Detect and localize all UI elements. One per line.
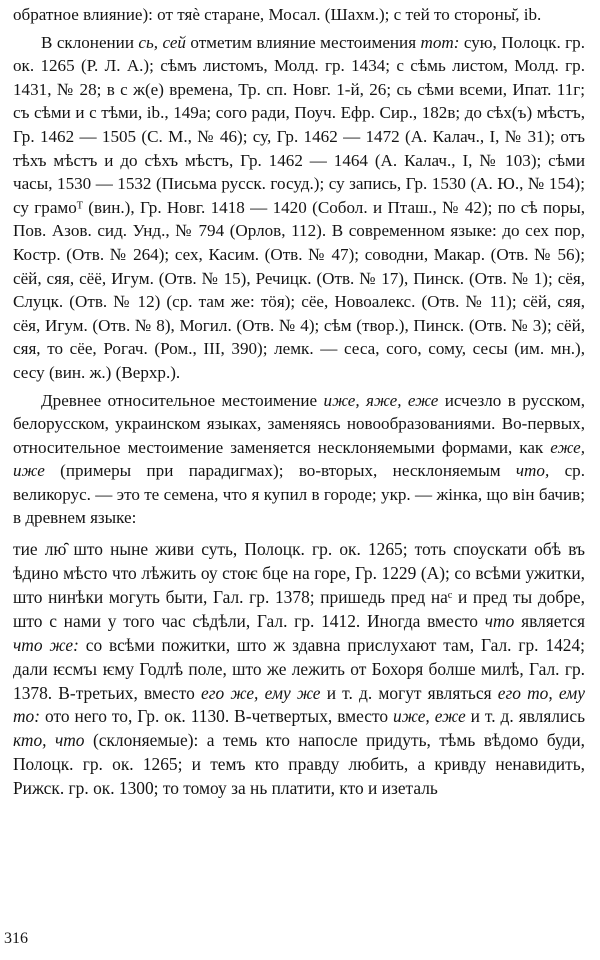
italic-term: его то, ему то: [13,682,586,727]
text-run: обратное влияние): от тяѐ старане, Мосал. (Шахм.); с тей то стороны̆, ib. [13,5,542,24]
text-run: со всѣми пожитки, што ж здавна прислухают там, Гал. гр. 1424; дали ѥсмъı ѥму Годлѣ поле, што же лежить от Бохоря болше милѣ, Гал. гр. 1378. В-третьих, вместо [13,634,586,703]
italic-term: тот: [420,32,460,52]
text-run: и т. д. могут являться [320,682,498,703]
text-run: является [514,610,585,631]
italic-term: что же: [13,634,79,655]
text-run: (склоняемые): а темь кто напосле придуть, тѣмь вѣдомо буди, Полоцк. гр. ок. 1265; и темъ кто правду любить, а кривду ненавидить, Рижск. гр. ок. 1300; то томоу за нь платити, кто и изеталь [13,730,586,799]
page-number: 316 [4,930,28,947]
text-run: ср. великорус. — это те семена, что я купил в городе; укр. — жiнка, що вiн бачив; в древнем языке: [13,461,586,528]
text-run: (примеры при парадигмах); во-вторых, несклоняемым [44,461,516,481]
text-run: сую, Полоцк. гр. ок. 1265 (Р. Л. А.); сѣмъ листомъ, Молд. гр. 1434; с сѣмь листом, Молд. гр. 1431, № 28; в с ж(е) времена, Тр. сп. Новг. 1-й, 26; сь сѣми всеми, Ипат. 11г; съ сѣми и с тѣми, ib., 149а; сого ради, Поуч. Ефр. Сир., 182в; до сѣх(ъ) мѣстъ, Гр. 1462 — 1505 (С. М., № 46); су, Гр. 1462 — 1472 (А. Калач., I, № 31); отъ тѣхъ мѣстъ и до сѣхъ мѣстъ, Гр. 1462 — 1464 (А. Калач., I, № 103); сѣми часы, 1530 — 1532 (Письма русск. госуд.); су запись, Гр. 1530 (А. Ю., № 154); су грамоᵀ (вин.), Гр. Новг. 1418 — 1420 (Собол. и Пташ., № 42); по сѣ поры, Пов. Азов. сид. Унд., № 794 (Орлов, 112). В современном языке: до сех пор, Костр. (Отв. № 264); сех, Касим. (Отв. № 47); соводни, Макар. (Отв. № 56); сёй, сяя, сёё, Игум. (Отв. № 15), Речицк. (Отв. № 17), Пинск. (Отв. № 1); сёя, Слуцк. (Отв. № 12) (ср. там же: тöя); сёе, Новоалекс. (Отв. № 11); сёй, сяя, сёя, Игум. (Отв. № 8), Могил. (Отв. № 4); сѣм (твор.), Пинск. (Отв. № 3); сёй, сяя, то сёе, Рогач. (Ром., III, 390); лемк. — сеса, сого, сому, сесы (им. мн.), сесу (вин. ж.) (Верхр.). [13,32,585,382]
italic-term: иже, еже [393,706,466,727]
paragraph-3 [13,389,585,531]
page-body [13,3,585,801]
italic-term: кто, что [13,730,85,751]
italic-term: что, [515,461,550,481]
italic-term: его же, ему же [201,682,321,703]
text-run: отметим влияние местоимения [185,32,421,52]
paragraph-1 [13,3,585,27]
text-run: исчезло в русском, белорусском, украинском языках, заменяясь новообразованиями. Во-первых, относительное местоимение заменяется несклоняемыми формами, как [13,390,585,457]
italic-term: еже, иже [13,437,585,481]
text-run: ото него то, Гр. ок. 1130. В-четвертых, вместо [40,706,394,727]
italic-term: что [484,610,515,631]
paragraph-4 [13,538,585,801]
text-run: В склонении [41,32,139,52]
italic-term: сь, сей [138,32,186,52]
text-run: и т. д. являлись [465,706,585,727]
text-run: Древнее относительное местоимение [41,390,324,410]
italic-term: иже, яже, еже [323,390,439,410]
text-run: тие лю̑ што нынe живи суть, Полоцк. гр. ок. 1265; тоть споускати обѣ въ ѣдино мѣсто что лѣжить оу стоѥ бце на горе, Гр. 1229 (А); со всѣми ужитки, што нинѣки могуть быти, Гал. гр. 1378; пришедь пред наᶜ и пред ты добре, што с нами у того час сѣдѣли, Гал. гр. 1412. Иногда вместо [13,539,585,631]
paragraph-2 [13,31,585,385]
